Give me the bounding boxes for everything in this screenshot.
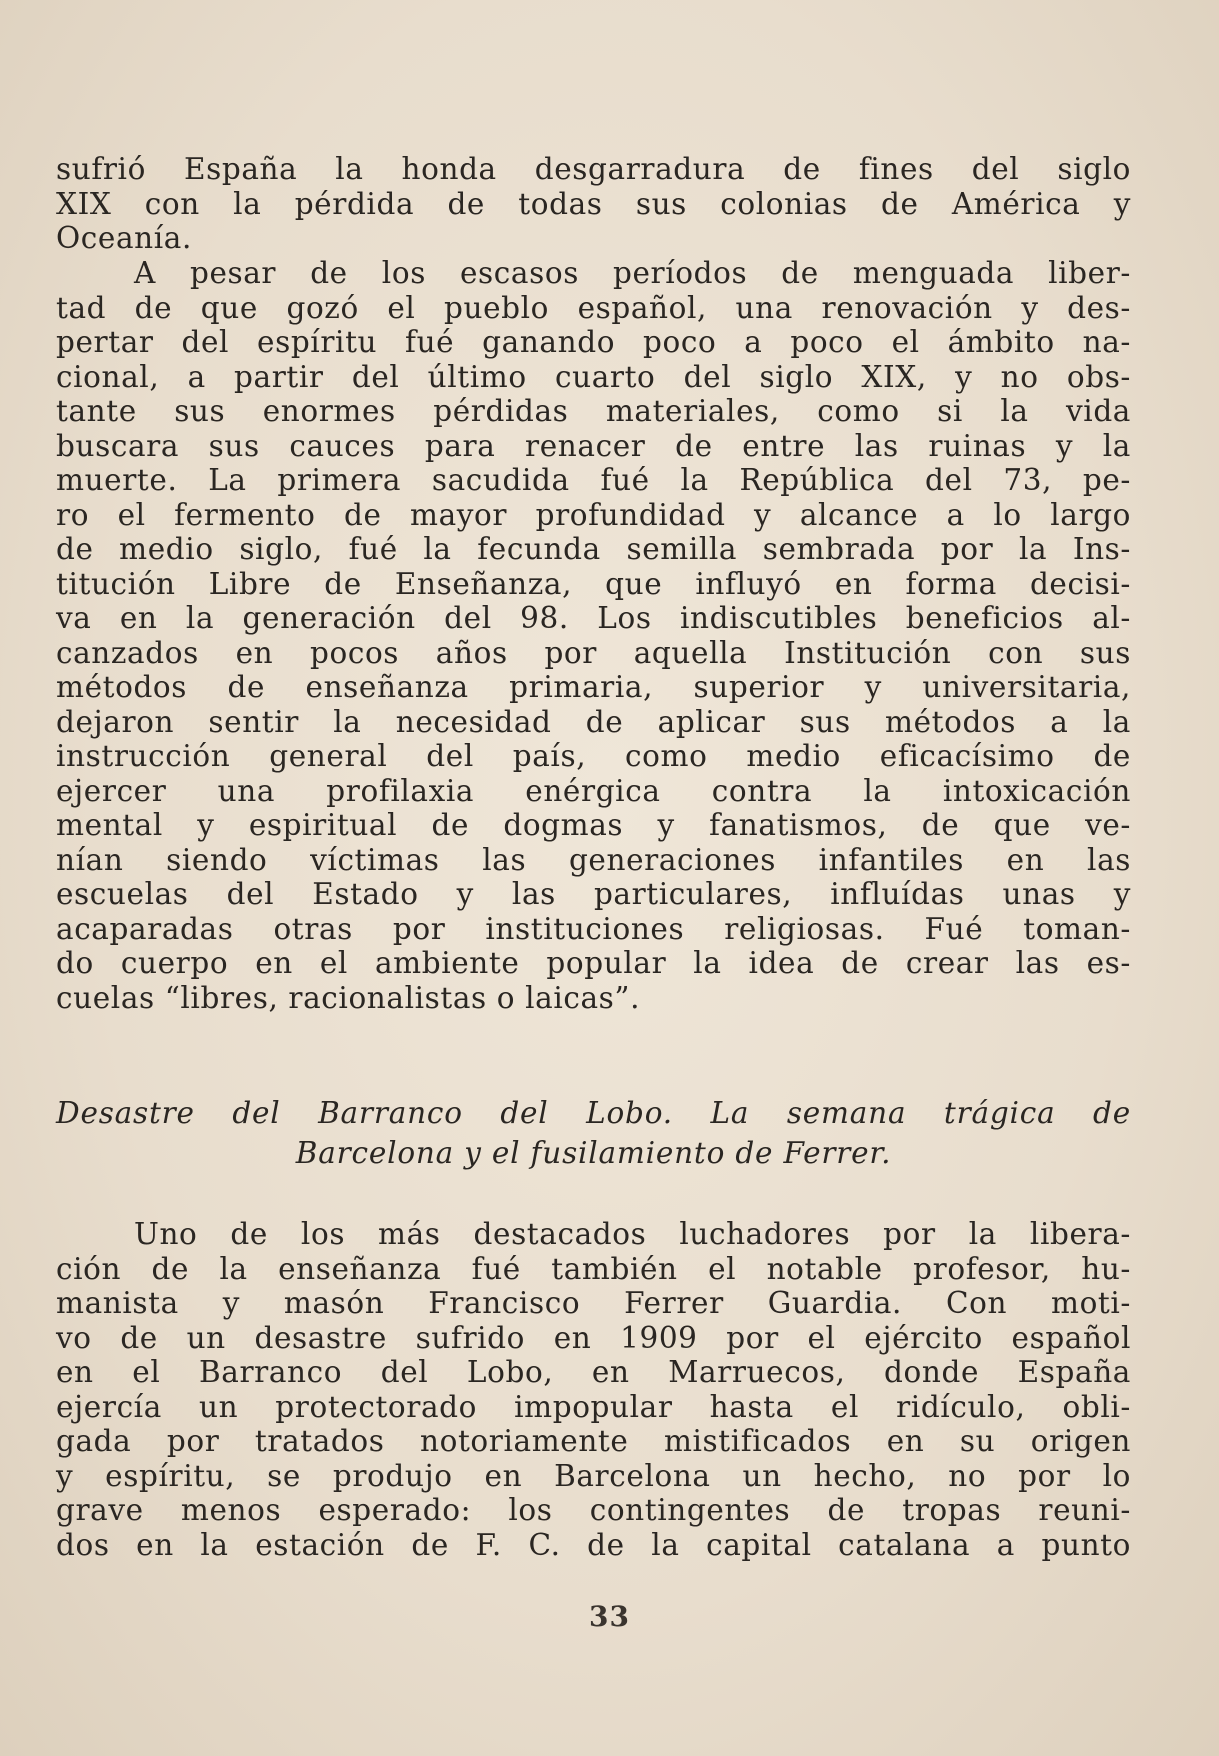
text-line: gada por tratados notoriamente mistificados en su origen (56, 1424, 1131, 1458)
text-line: sufrió España la honda desgarradura de fines del siglo (56, 152, 1131, 186)
heading-line: Barcelona y el fusilamiento de Ferrer. (295, 1136, 892, 1170)
text-line: dos en la estación de F. C. de la capital catalana a punto (56, 1527, 1131, 1562)
heading-line: Desastre del Barranco del Lobo. La semana trágica de (56, 1096, 1131, 1130)
section-heading (56, 1093, 1131, 1173)
text-line: va en la generación del 98. Los indiscutibles beneficios al- (56, 601, 1131, 635)
text-line: mental y espiritual de dogmas y fanatismos, de que ve- (56, 808, 1131, 842)
text-line: cuelas “libres, racionalistas o laicas”. (56, 980, 641, 1015)
text-line: Uno de los más destacados luchadores por la libera- (134, 1217, 1131, 1251)
text-line: pertar del espíritu fué ganando poco a poco el ámbito na- (56, 325, 1131, 359)
text-line: en el Barranco del Lobo, en Marruecos, donde España (56, 1355, 1131, 1389)
text-line: ro el fermento de mayor profundidad y alcance a lo largo (56, 497, 1131, 532)
text-line: acaparadas otras por instituciones religiosas. Fué toman- (56, 911, 1131, 946)
text-line: titución Libre de Enseñanza, que influyó en forma decisi- (56, 566, 1131, 601)
text-line: XIX con la pérdida de todas sus colonias de América y (56, 186, 1131, 221)
text-line: Oceanía. (56, 221, 192, 255)
text-line: grave menos esperado: los contingentes de tropas reuni- (56, 1493, 1131, 1527)
paragraph-3 (56, 1217, 1131, 1562)
text-line: nían siendo víctimas las generaciones infantiles en las (56, 842, 1131, 877)
paragraph-1 (56, 152, 1131, 256)
paragraph-2 (56, 256, 1131, 1015)
text-line: A pesar de los escasos períodos de menguada liber- (134, 256, 1131, 290)
text-line: buscara sus cauces para renacer de entre las ruinas y la (56, 428, 1131, 463)
text-line: métodos de enseñanza primaria, superior y universitaria, (56, 670, 1131, 704)
text-line: tad de que gozó el pueblo español, una renovación y des- (56, 290, 1131, 325)
text-line: muerte. La primera sacudida fué la República del 73, pe- (56, 463, 1131, 497)
text-line: instrucción general del país, como medio eficacísimo de (56, 739, 1131, 773)
text-line: y espíritu, se produjo en Barcelona un hecho, no por lo (56, 1458, 1131, 1493)
text-line: ción de la enseñanza fué también el notable profesor, hu- (56, 1251, 1131, 1286)
text-line: manista y masón Francisco Ferrer Guardia. Con moti- (56, 1286, 1131, 1320)
text-line: de medio siglo, fué la fecunda semilla sembrada por la Ins- (56, 532, 1131, 566)
text-line: tante sus enormes pérdidas materiales, como si la vida (56, 394, 1131, 428)
text-line: ejercía un protectorado impopular hasta el ridículo, obli- (56, 1389, 1131, 1424)
text-line: escuelas del Estado y las particulares, influídas unas y (56, 877, 1131, 911)
page-number: 33 (589, 1600, 630, 1633)
text-line: cional, a partir del último cuarto del siglo XIX, y no obs- (56, 359, 1131, 394)
text-line: do cuerpo en el ambiente popular la idea de crear las es- (56, 946, 1131, 980)
text-line: vo de un desastre sufrido en 1909 por el ejército español (56, 1320, 1131, 1355)
text-line: ejercer una profilaxia enérgica contra la intoxicación (56, 773, 1131, 808)
text-line: dejaron sentir la necesidad de aplicar sus métodos a la (56, 704, 1131, 739)
text-line: canzados en pocos años por aquella Institución con sus (56, 635, 1131, 670)
